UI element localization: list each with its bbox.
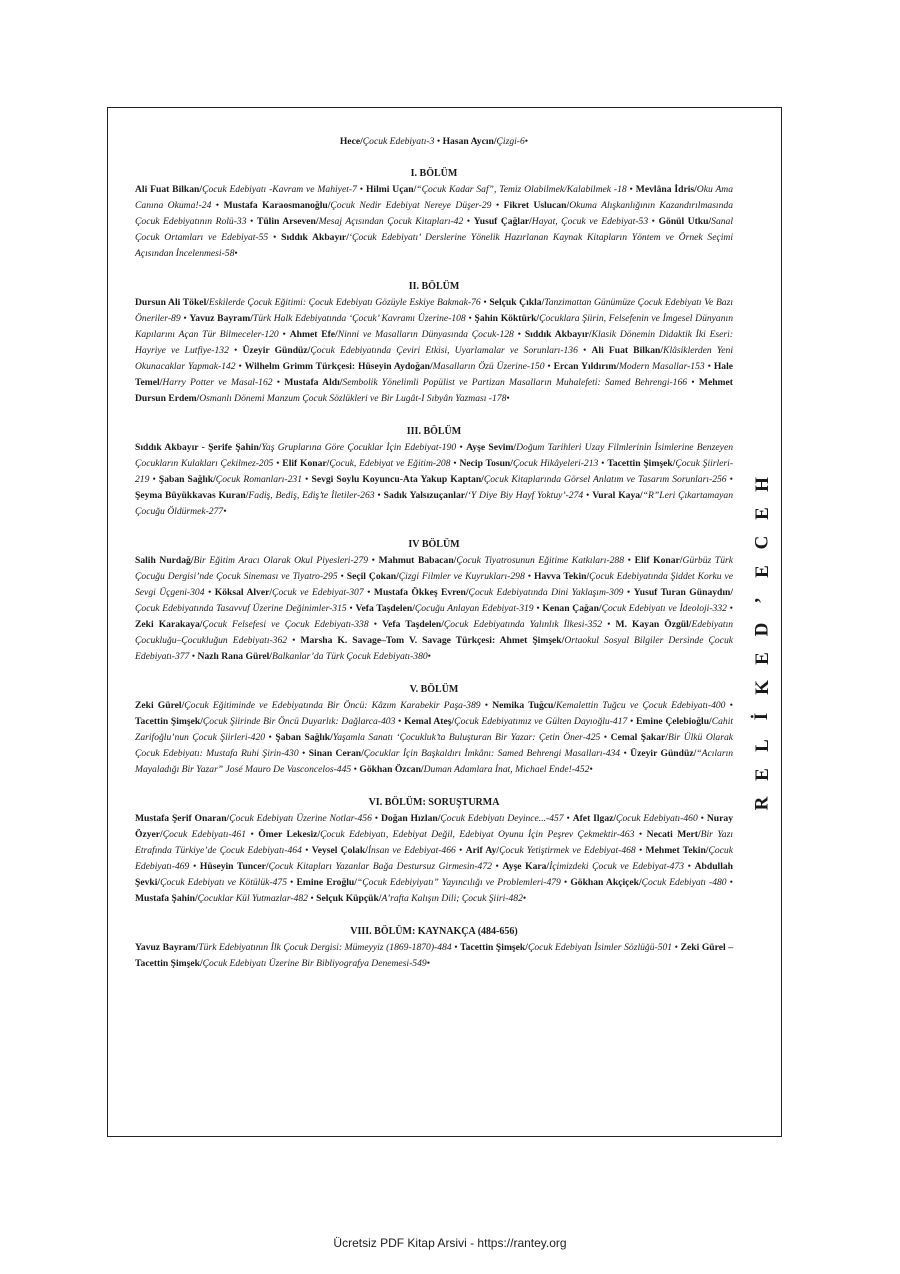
entry-separator: • — [228, 345, 243, 356]
entry-title: Yaş Gruplarına Göre Çocuklar İçin Edebiyat-190 — [261, 442, 457, 453]
entry-separator: • — [456, 442, 467, 453]
entry-author: Havva Tekin/ — [533, 571, 590, 582]
entry-title: Çocuk Edebiyatı Deyince...-457 — [440, 813, 564, 824]
entry-title: Okuma Alışkanlığının Kazandırılmasında Çocuk Edebiyatının Rolü-33 — [135, 200, 733, 227]
entry-title: Doğum Tarihleri Uzay Filmlerinin İsimlerine Benzeyen Çocukların Kulakları Çekilmez-205 — [135, 442, 733, 469]
entry-separator: • — [524, 571, 534, 582]
entry-title: Çocuk Edebiyatı ve Kötülük-475 — [160, 877, 287, 888]
entry-title: Cahit Zarifoğlu’nun Çocuk Şiirleri-420 — [135, 716, 734, 743]
entry-separator: • — [371, 813, 381, 824]
entry-separator: • — [204, 587, 215, 598]
entry-separator: • — [189, 861, 200, 872]
entry-title: Mesaj Açısından Çocuk Kitapları-42 — [318, 216, 464, 227]
entry-author: Zeki Gürel –Tacettin Şimşek/ — [135, 942, 734, 969]
entry-author: Abdullah Şevki/ — [135, 861, 734, 888]
entry-author: Zeki Gürel/ — [135, 700, 185, 711]
entry-title: Çocuk Edebiyatı Üzerine Notlar-456 — [229, 813, 372, 824]
entry-title: “Çocuk Edebiyiyatı” Yayıncılığı ve Problemleri-479 — [356, 877, 561, 888]
entry-author: Wilhelm Grimm Türkçesi: Hüseyin Aydoğan/ — [244, 361, 433, 372]
side-title-letter: E — [751, 507, 773, 520]
entry-separator: • — [726, 877, 734, 888]
entry-author: Ali Fuat Bilkan/ — [135, 184, 203, 195]
entry-author: Fikret Uslucan/ — [503, 200, 570, 211]
entry-author: Doğan Hızlan/ — [381, 813, 441, 824]
entry-title: Ninni ve Masalların Dünyasında Çocuk-128 — [337, 329, 514, 340]
entry-title: Çocuk Felsefesi ve Çocuk Edebiyatı-338 — [202, 619, 369, 630]
side-title-letter: E — [751, 652, 773, 665]
entry-title: Çocuklar İçin Başkaldırı İmkânı: Samed Behrengi Masalları-434 — [363, 748, 621, 759]
entry-author: Tülin Arseven/ — [256, 216, 319, 227]
section-title: V. BÖLÜM — [409, 684, 459, 695]
entry-author: Salih Nurdağ/ — [135, 555, 194, 566]
entry-author: Köksal Alver/ — [214, 587, 273, 598]
entry-title: Sanal Çocuk Ortamları ve Edebiyat-55 — [135, 216, 734, 243]
entry-author: Nuray Özyer/ — [135, 813, 733, 840]
entry-author: Elif Konar/ — [634, 555, 683, 566]
entry-title: Hayat, Çocuk ve Edebiyat-53 — [531, 216, 649, 227]
entry-separator: • — [513, 329, 525, 340]
entry-separator: • — [704, 361, 714, 372]
entry-author: Mehmet Dursun Erdem/ — [135, 377, 733, 404]
entry-title: Çocuk Romanları-231 — [215, 474, 302, 485]
entry-title: Türk Halk Edebiyatında ‘Çocuk’ Kavramı Üzerine-108 — [252, 313, 466, 324]
entry-separator: • — [491, 861, 503, 872]
entry-author: Mustafa Şerif Onaran/ — [135, 813, 230, 824]
entry-title: Çizgi Filmler ve Kuyrukları-298 — [398, 571, 525, 582]
entry-separator: • — [307, 893, 317, 904]
entry-separator: • — [544, 361, 554, 372]
entry-author: Kenan Çağan/ — [542, 603, 602, 614]
entry-author: Emine Çelebioğlu/ — [636, 716, 712, 727]
entry-separator: • — [302, 474, 312, 485]
entry-separator: • — [298, 748, 309, 759]
entry-author: Necati Mert/ — [646, 829, 701, 840]
sections-container — [135, 166, 733, 972]
entry-title: Fadiş, Bediş, Ediş’te İletiler-263 — [248, 490, 375, 501]
entry-author: Sevgi Soylu Koyuncu-Ata Yakup Kaptan/ — [311, 474, 484, 485]
entry-title: Çocuk Kitaplarında Görsel Anlatım ve Tasarım Sorunları-256 — [483, 474, 727, 485]
entry-separator: • — [726, 603, 733, 614]
entry-title: Çocuk, Edebiyat ve Eğitim-208 — [329, 458, 451, 469]
entry-title: Çocuk ve Edebiyat-307 — [272, 587, 364, 598]
entry-separator: • — [634, 829, 647, 840]
entry-title: Klâsiklerden Yeni Okunacaklar Yapmak-142 — [135, 345, 734, 372]
entry-author: Hasan Aycın/ — [442, 136, 497, 147]
entry-title: Çocuk Eğitiminde ve Edebiyatında Bir Öncü: Kâzım Karabekir Paşa-389 — [184, 700, 481, 711]
entry-title: Çizgi-6 — [496, 136, 525, 147]
entry-author: Şahin Köktürk/ — [474, 313, 540, 324]
entry-title: ‘Y Diye Biy Hayf Yoktuy’-274 — [467, 490, 584, 501]
entry-author: Hüseyin Tuncer/ — [199, 861, 269, 872]
entry-title: Bir Eğitim Aracı Olarak Okul Piyesleri-279 — [193, 555, 369, 566]
entry-separator: • — [235, 361, 245, 372]
entry-title: Çocuk Edebiyatında Dini Yaklaşım-309 — [468, 587, 624, 598]
entry-author: Üzeyir Gündüz/ — [630, 748, 697, 759]
entry-separator: • — [374, 490, 384, 501]
entry-author: Hece/ — [339, 136, 363, 147]
entry-separator: • — [356, 184, 366, 195]
entry-author: Vefa Taşdelen/ — [355, 603, 415, 614]
entry-title: “Acıların Mayaladığı Bir Yazar” José Mauro De Vasconcelos-445 — [135, 748, 734, 775]
entry-separator: • — [363, 587, 374, 598]
entry-title: Çocuk Tiyatrosunun Eğitime Katkıları-288 — [456, 555, 625, 566]
entry-author: Mahmut Babacan/ — [378, 555, 457, 566]
entry-separator: • — [623, 587, 634, 598]
entry-title: Klasik Dönemin Didaktik İki Eseri: Hayriye ve Lutfiye-132 — [135, 329, 734, 356]
entry-separator: • — [368, 619, 383, 630]
entry-separator: • — [465, 313, 475, 324]
entry-author: Sadık Yalsızuçanlar/ — [383, 490, 468, 501]
entry-title: Çocuk Şiirinde Bir Öncü Duyarlık: Dağlarca-403 — [202, 716, 396, 727]
entry-title: Çocuk Edebiyatı-460 — [616, 813, 698, 824]
entry-title: Modern Masallar-153 — [618, 361, 705, 372]
section-title: I. BÖLÜM — [410, 168, 458, 179]
entry-author: Tacettin Şimşek/ — [607, 458, 676, 469]
entry-separator: • — [563, 813, 573, 824]
entry-author: Ayşe Sevim/ — [466, 442, 517, 453]
footer-text: Ücretsiz PDF Kitap Arsivi - https://rantey.org — [333, 1236, 567, 1250]
entry-author: Ercan Yıldırım/ — [553, 361, 619, 372]
section-title: III. BÖLÜM — [406, 426, 462, 437]
entry-separator: • — [273, 458, 283, 469]
entry-title: Ortaokul Sosyal Bilgiler Dersinde Çocuk Edebiyatı-377 — [135, 635, 733, 662]
entry-author: Mevlâna İdris/ — [635, 184, 697, 195]
entry-title: Çocuk Edebiyatı -480 — [641, 877, 727, 888]
entry-title: Çocuk Nedir Edebiyat Nereye Düşer-29 — [330, 200, 492, 211]
entry-separator: • — [583, 490, 593, 501]
entry-separator: • — [368, 555, 379, 566]
entry-author: Hilmi Uçan/ — [365, 184, 417, 195]
entry-separator: • — [301, 845, 312, 856]
entry-author: Gökhan Akçiçek/ — [570, 877, 642, 888]
entry-author: Veysel Çolak/ — [311, 845, 368, 856]
entry-separator: • — [480, 297, 490, 308]
entry-title: Tanzimattan Günümüze Çocuk Edebiyatı Ve Bazı Öneriler-89 — [135, 297, 733, 324]
entry-title: Masalların Özü Üzerine-150 — [432, 361, 545, 372]
entry-title: Çocuk Edebiyatı, Edebiyat Değil, Edebiyat Oyunu İçin Peşrev Çekmektir-463 — [320, 829, 635, 840]
entry-author: Vefa Taşdelen/ — [382, 619, 444, 630]
entry-separator: • — [351, 764, 360, 775]
section-entries — [135, 295, 733, 407]
entry-title: Çocuk Edebiyatı -Kavram ve Mahiyet-7 — [202, 184, 357, 195]
table-of-contents — [135, 134, 733, 989]
section-entries — [135, 698, 733, 778]
entry-separator: • — [602, 619, 616, 630]
entry-title: Çocuk Edebiyatında Çeviri Etkisi, Uyarlamalar ve Sorunları-136 — [310, 345, 578, 356]
entry-title: Çocuk Edebiyatı-461 — [162, 829, 247, 840]
entry-author: Zeki Karakaya/ — [135, 619, 203, 630]
entry-title: Çocuk Edebiyatı Üzerine Bir Bibliyografya Denemesi-549 — [202, 958, 427, 969]
entry-title: Balkanlar’da Türk Çocuk Edebiyatı-380 — [271, 651, 428, 662]
entry-author: Sıddık Akbayır - Şerife Şahin/ — [135, 442, 262, 453]
entry-title: Sembolik Yönelimli Popülist ve Partizan Masalların Muhalefeti: Samed Behrengi-166 — [342, 377, 688, 388]
entry-separator: • — [246, 829, 259, 840]
entry-separator: • — [687, 377, 699, 388]
entry-author: Selçuk Çıkla/ — [489, 297, 545, 308]
entry-author: Şeyma Büyükkavas Kuran/ — [135, 490, 249, 501]
side-title-letter: K — [751, 680, 773, 695]
entry-author: Yavuz Bayram/ — [135, 942, 199, 953]
entry-separator: • — [463, 216, 474, 227]
entry-author: Şaban Sağlık/ — [275, 732, 333, 743]
entry-title: Türk Edebiyatının İlk Çocuk Dergisi: Mümeyyiz (1869-1870)-484 — [198, 942, 452, 953]
entry-author: Mustafa Karaosmanoğlu/ — [223, 200, 331, 211]
entry-separator: • — [246, 216, 257, 227]
entry-separator: • — [223, 506, 227, 517]
entry-title: Çocuk Kitapları Yazanlar Bağa Destursuz Girmesin-472 — [268, 861, 492, 872]
entry-title: Çocuk Edebiyatında Yalınlık İlkesi-352 — [443, 619, 603, 630]
entry-title: Çocuk Edebiyatı ve İdeoloji-332 — [601, 603, 727, 614]
entry-separator: • — [287, 635, 301, 646]
side-title-letter: E — [751, 565, 773, 578]
section-entries — [135, 182, 733, 262]
section-title: II. BÖLÜM — [408, 281, 460, 292]
side-title-letter: H — [751, 477, 773, 492]
entry-title: “R”Leri Çıkartamayan Çocuğu Öldürmek-277 — [135, 490, 733, 517]
entry-author: Dursun Ali Tökel/ — [135, 297, 209, 308]
entry-separator: • — [577, 345, 592, 356]
entry-separator: • — [522, 893, 527, 904]
side-title-letter: C — [751, 535, 773, 550]
entry-title: Kemalettin Tuğcu ve Çocuk Edebiyatı-400 — [556, 700, 726, 711]
entry-separator: • — [560, 877, 571, 888]
entry-author: Vural Kaya/ — [592, 490, 643, 501]
entry-author: Tacettin Şimşek/ — [135, 716, 203, 727]
entry-title: Çocuk Yetiştirmek ve Edebiyat-468 — [499, 845, 636, 856]
entry-separator: • — [455, 845, 466, 856]
section-entries — [135, 811, 733, 907]
entry-author: Emine Eroğlu/ — [296, 877, 357, 888]
entry-separator: • — [506, 393, 510, 404]
entry-separator: • — [624, 555, 635, 566]
entry-separator: • — [268, 232, 282, 243]
entry-title: Duman Adamlara İnat, Michael Ende!-452 — [423, 764, 590, 775]
entry-title: A’rafta Kalışın Dili; Çocuk Şiiri-482 — [381, 893, 523, 904]
entry-author: Ali Fuat Bilkan/ — [591, 345, 664, 356]
entry-separator: • — [451, 942, 461, 953]
section-title: VIII. BÖLÜM: KAYNAKÇA (484-656) — [350, 926, 518, 937]
entry-separator: • — [620, 748, 631, 759]
side-title-letter: İ — [751, 712, 773, 721]
entry-separator: • — [648, 216, 659, 227]
entry-author: Necip Tosun/ — [459, 458, 513, 469]
side-title-vertical — [748, 470, 776, 818]
entry-title: Çocuklar Kül Yutmazlar-482 — [197, 893, 308, 904]
entry-author: Ahmet Efe/ — [289, 329, 338, 340]
entry-title: Bir Yazı Etrafında Türkiye’de Çocuk Edebiyatı-464 — [135, 829, 734, 856]
entry-author: Nemika Tuğcu/ — [492, 700, 557, 711]
entry-author: Kemal Ateş/ — [404, 716, 455, 727]
entry-title: ‘Çocuk Edebiyatı’ Derslerine Yönelik Hazırlanan Kaynak Kitapların Yöntem ve Örnek Seçimi Açısından İncelenmesi-58 — [135, 232, 733, 259]
entry-separator: • — [427, 651, 432, 662]
entry-author: Elif Konar/ — [282, 458, 330, 469]
entry-separator: • — [589, 764, 593, 775]
entry-author: Sıddık Akbayır/ — [281, 232, 349, 243]
entry-title: Yaşamla Sanatı ‘Çocukluk’ta Buluşturan Bir Yazar: Çetin Öner-425 — [332, 732, 601, 743]
side-title-letter: L — [751, 739, 773, 752]
entry-title: Eskilerde Çocuk Eğitimi: Çocuk Edebiyatı Gözüyle Eskiye Bakmak-76 — [208, 297, 481, 308]
section-entries — [135, 940, 733, 972]
entry-author: Ömer Lekesiz/ — [258, 829, 321, 840]
entry-separator: • — [287, 877, 297, 888]
entry-separator: • — [684, 861, 695, 872]
entry-author: Mustafa Şahin/ — [135, 893, 198, 904]
entry-separator: • — [265, 732, 276, 743]
side-title-letter: R — [751, 796, 773, 811]
entry-separator: • — [234, 248, 238, 259]
entry-separator: • — [491, 200, 504, 211]
entry-author: Seçil Çokan/ — [346, 571, 399, 582]
entry-author: M. Kayan Özgül/ — [615, 619, 692, 630]
section-title: IV BÖLÜM — [408, 539, 460, 550]
entry-title: Çocuğu Anlayan Edebiyat-319 — [414, 603, 534, 614]
entry-title: “Çocuk Kadar Saf”, Temiz Olabilmek/Kalabilmek -18 — [416, 184, 627, 195]
entry-author: Ayşe Kara/ — [502, 861, 550, 872]
entry-author: Sıddık Akbayır/ — [524, 329, 592, 340]
entry-separator: • — [346, 603, 356, 614]
entry-title: Çocuk Hikâyeleri-213 — [512, 458, 599, 469]
entry-title: Çocuk Edebiyatı-469 — [135, 845, 733, 872]
entry-title: Çocuk Edebiyatı İsimler Sözlüğü-501 — [527, 942, 673, 953]
entry-separator: • — [697, 813, 707, 824]
entry-title: Osmanlı Dönemi Manzum Çocuk Sözlükleri ve Bir Lugât-I Sıbyân Yazması -178 — [199, 393, 507, 404]
entry-separator: • — [180, 313, 190, 324]
entry-author: Tacettin Şimşek/ — [460, 942, 528, 953]
entry-author: Gökhan Özcan/ — [359, 764, 424, 775]
side-title-letter: D — [751, 622, 773, 637]
entry-author: Cemal Şakar/ — [610, 732, 668, 743]
entry-separator: • — [480, 700, 493, 711]
entry-author: Yusuf Çağlar/ — [473, 216, 532, 227]
entry-title: Oku Ama Canına Okuma!-24 — [135, 184, 734, 211]
entry-separator: • — [395, 716, 405, 727]
entry-title: Çocuk Edebiyatı-3 — [362, 136, 435, 147]
entry-author: Mehmet Tekin/ — [645, 845, 709, 856]
entry-title: Çocuk Edebiyatımız ve Gülten Dayıoğlu-417 — [454, 716, 628, 727]
entry-separator: • — [450, 458, 460, 469]
intro-line — [135, 134, 733, 150]
side-title-letter: ’ — [751, 597, 773, 604]
entry-title: Harry Potter ve Masal-162 — [162, 377, 273, 388]
entry-title: Gürbüz Türk Çocuğu Dergisi’nde Çocuk Sineması ve Tiyatro-295 — [135, 555, 733, 582]
entry-separator: • — [524, 136, 529, 147]
entry-separator: • — [426, 958, 431, 969]
entry-separator: • — [672, 942, 681, 953]
entry-author: Sinan Ceran/ — [308, 748, 364, 759]
entry-author: Marsha K. Savage–Tom V. Savage Türkçesi: Ahmet Şimşek/ — [300, 635, 565, 646]
entry-title: Edebiyatın Çocukluğu–Çocukluğun Edebiyatı-362 — [135, 619, 734, 646]
entry-title: Bir Ülkü Olarak Çocuk Edebiyatı: Mustafa Ruhi Şirin-430 — [135, 732, 734, 759]
entry-author: Mustafa Aldı/ — [284, 377, 343, 388]
entry-title: Çocuk Edebiyatında Tasavvuf Üzerine Değinimler-315 — [135, 603, 347, 614]
entry-separator: • — [725, 700, 733, 711]
entry-author: Arif Ay/ — [465, 845, 500, 856]
entry-author: Selçuk Küpçük/ — [316, 893, 382, 904]
entry-author: Şaban Sağlık/ — [158, 474, 216, 485]
entry-separator: • — [598, 458, 608, 469]
entry-separator: • — [635, 845, 646, 856]
section-entries — [135, 440, 733, 520]
entry-separator: • — [189, 651, 198, 662]
entry-author: Üzeyir Gündüz/ — [242, 345, 311, 356]
entry-title: İçimizdeki Çocuk ve Edebiyat-473 — [549, 861, 685, 872]
entry-separator: • — [600, 732, 611, 743]
entry-separator: • — [533, 603, 543, 614]
entry-separator: • — [272, 377, 285, 388]
entry-author: Afet Ilgaz/ — [572, 813, 617, 824]
entry-title: Çocuk Şiirleri-219 — [135, 458, 734, 485]
entry-author: Gönül Utku/ — [658, 216, 712, 227]
entry-title: İnsan ve Edebiyat-466 — [367, 845, 456, 856]
entry-author: Hale Temel/ — [135, 361, 734, 388]
entry-author: Mustafa Ökkeş Evren/ — [373, 587, 469, 598]
section-entries — [135, 553, 733, 665]
entry-separator: • — [149, 474, 159, 485]
section-title: VI. BÖLÜM: SORUŞTURMA — [368, 797, 500, 808]
entry-author: Nazlı Rana Gürel/ — [197, 651, 272, 662]
entry-title: Çocuk Edebiyatında Şiddet Korku ve Sevgi Üçgeni-304 — [135, 571, 734, 598]
entry-separator: • — [211, 200, 224, 211]
entry-title: Çocuklara Şiirin, Felsefenin ve İmgesel Dünyanın Kapılarını Açan Tür Bilmeceler-120 — [135, 313, 733, 340]
side-title-letter: E — [751, 768, 773, 781]
entry-separator: • — [626, 184, 636, 195]
entry-separator: • — [337, 571, 347, 582]
entry-author: Yusuf Turan Günaydın/ — [633, 587, 734, 598]
entry-separator: • — [726, 474, 734, 485]
entry-separator: • — [434, 136, 443, 147]
entry-separator: • — [278, 329, 290, 340]
entry-separator: • — [627, 716, 637, 727]
entry-author: Yavuz Bayram/ — [189, 313, 253, 324]
